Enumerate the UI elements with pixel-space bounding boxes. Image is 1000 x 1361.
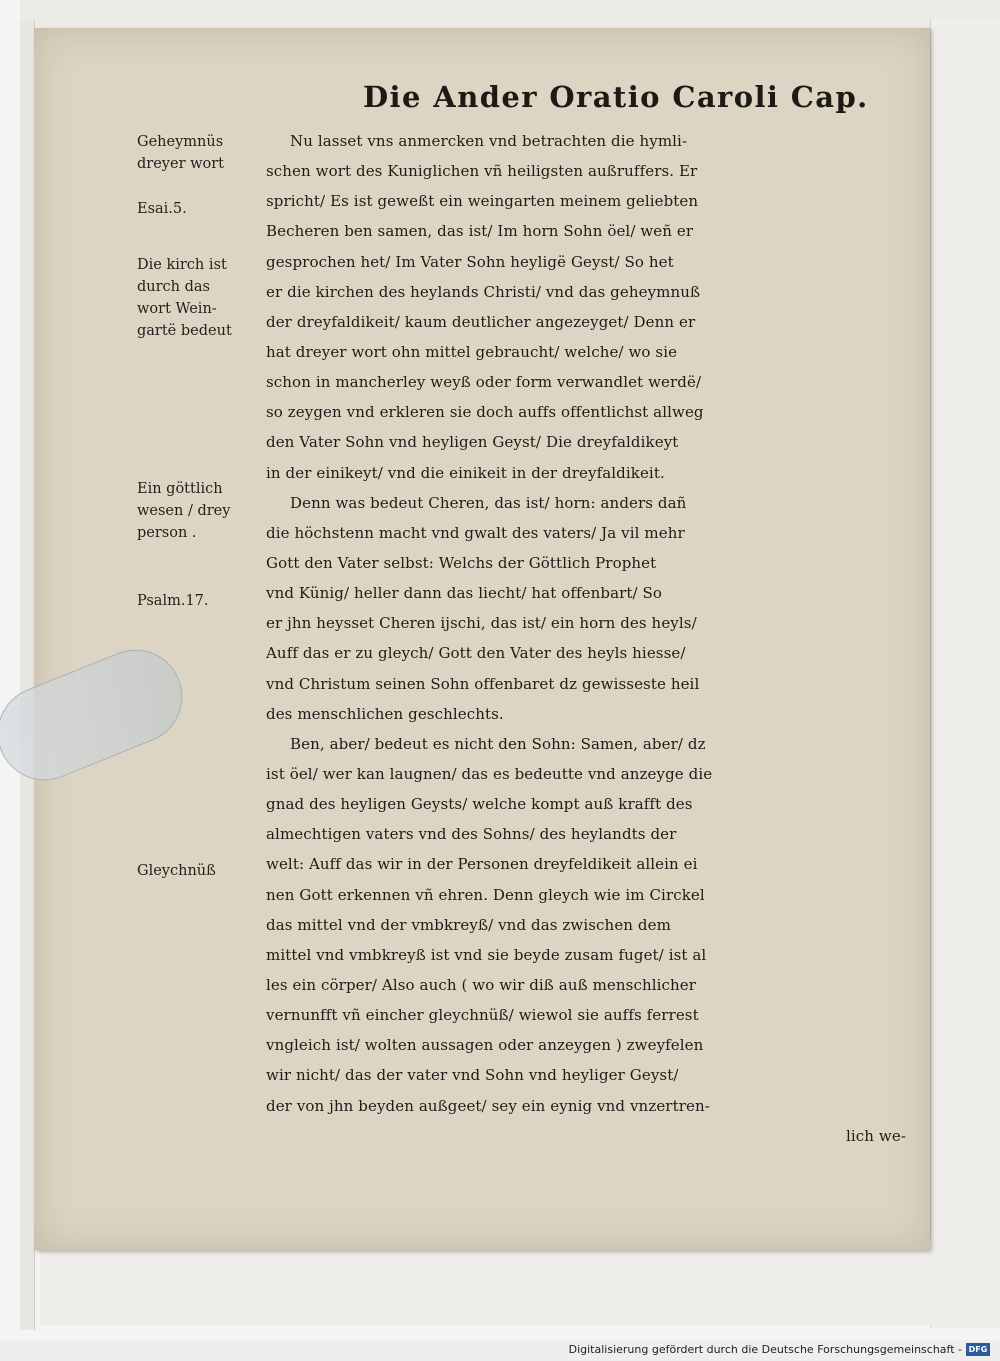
text-line: gesprochen het/ Im Vater Sohn heyligë Geyst/ So het <box>266 252 674 271</box>
text-line: Denn was bedeut Cheren, das ist/ horn: anders dañ <box>290 493 687 512</box>
marginal-line: durch das <box>137 279 210 295</box>
text-line: Becheren ben samen, das ist/ Im horn Sohn öel/ weñ er <box>266 222 694 241</box>
backing-sheet-bottom <box>40 1240 1000 1325</box>
marginal-note-esai <box>137 198 263 220</box>
backing-sheet-right <box>930 18 1000 1328</box>
text-line: Nu lasset vns anmercken vnd betrachten die hymli- <box>290 132 688 150</box>
marginal-line: Psalm.17. <box>137 593 209 609</box>
text-line: Gott den Vater selbst: Welchs der Göttlich Prophet <box>266 553 657 572</box>
text-line: Ben, aber/ bedeut es nicht den Sohn: Samen, aber/ dz <box>290 734 706 753</box>
marginal-note-kirch <box>137 254 263 342</box>
marginal-note-goettlich <box>137 478 263 544</box>
scan-top-strip <box>20 0 1000 28</box>
text-line: schon in mancherley weyß oder form verwandlet werdë/ <box>266 373 702 392</box>
marginal-note-psalm <box>137 590 263 612</box>
text-line: vernunfft vñ eincher gleychnüß/ wiewol sie auffs ferrest <box>266 1006 699 1025</box>
marginal-line: wesen / drey <box>137 503 231 519</box>
text-line: den Vater Sohn vnd heyligen Geyst/ Die dreyfaldikeyt <box>266 433 679 452</box>
text-line: in der einikeyt/ vnd die einikeit in der dreyfaldikeit. <box>266 463 665 482</box>
text-line: les ein cörper/ Also auch ( wo wir diß auß menschlicher <box>266 975 697 994</box>
page-header: Die Ander Oratio Caroli Cap. <box>363 80 869 114</box>
body-text <box>266 126 916 1151</box>
text-line: wir nicht/ das der vater vnd Sohn vnd heyliger Geyst/ <box>266 1066 679 1085</box>
text-line: nen Gott erkennen vñ ehren. Denn gleych wie im Circkel <box>266 885 705 904</box>
marginal-line: Gleychnüß <box>137 863 216 879</box>
text-line: vnd Christum seinen Sohn offenbaret dz gewisseste heil <box>266 674 700 693</box>
text-line: ist öel/ wer kan laugnen/ das es bedeutte vnd anzeyge die <box>266 764 713 783</box>
page-left-edge <box>20 20 35 1330</box>
text-line: des menschlichen geschlechts. <box>266 704 504 723</box>
text-line: die höchstenn macht vnd gwalt des vaters/ Ja vil mehr <box>266 523 685 542</box>
marginal-line: Esai.5. <box>137 201 187 217</box>
dfg-logo: DFG <box>966 1343 990 1356</box>
text-line: schen wort des Kuniglichen vñ heiligsten außruffers. Er <box>266 162 698 181</box>
text-line: lich we- <box>845 1126 906 1145</box>
text-line: er jhn heysset Cheren ijschi, das ist/ ein horn des heyls/ <box>266 614 697 633</box>
marginal-line: Geheymnüs <box>137 134 224 150</box>
funding-credit: Digitalisierung gefördert durch die Deutsche Forschungsgemeinschaft - <box>568 1343 962 1356</box>
text-line: hat dreyer wort ohn mittel gebraucht/ welche/ wo sie <box>266 342 678 361</box>
marginal-line: wort Wein- <box>137 301 217 317</box>
marginal-note-geheymnus <box>137 131 263 175</box>
marginal-line: person . <box>137 525 197 541</box>
text-line: so zeygen vnd erkleren sie doch auffs offentlichst allweg <box>266 403 704 422</box>
text-line: spricht/ Es ist geweßt ein weingarten meinem geliebten <box>266 192 699 211</box>
text-line: gnad des heyligen Geysts/ welche kompt auß krafft des <box>266 795 693 814</box>
marginal-line: Die kirch ist <box>137 257 227 273</box>
marginal-line: dreyer wort <box>137 156 225 172</box>
text-line: das mittel vnd der vmbkreyß/ vnd das zwischen dem <box>266 915 671 934</box>
marginal-line: Ein göttlich <box>137 481 223 497</box>
text-line: der dreyfaldikeit/ kaum deutlicher angezeyget/ Denn er <box>266 312 696 331</box>
text-line: der von jhn beyden außgeet/ sey ein eynig vnd vnzertren- <box>266 1096 710 1115</box>
text-line: er die kirchen des heylands Christi/ vnd das geheymnuß <box>266 282 701 301</box>
marginal-line: gartë bedeut <box>137 323 232 339</box>
text-line: vnd Künig/ heller dann das liecht/ hat offenbart/ So <box>266 584 663 603</box>
text-line: Auff das er zu gleych/ Gott den Vater des heyls hiesse/ <box>266 644 686 663</box>
text-line: vngleich ist/ wolten aussagen oder anzeygen ) zweyfelen <box>266 1036 704 1055</box>
text-line: almechtigen vaters vnd des Sohns/ des heylandts der <box>266 825 677 844</box>
text-line: mittel vnd vmbkreyß ist vnd sie beyde zusam fuget/ ist al <box>266 945 707 964</box>
marginal-note-gleychnus <box>137 860 263 882</box>
text-line: welt: Auff das wir in der Personen dreyfeldikeit allein ei <box>266 855 698 874</box>
